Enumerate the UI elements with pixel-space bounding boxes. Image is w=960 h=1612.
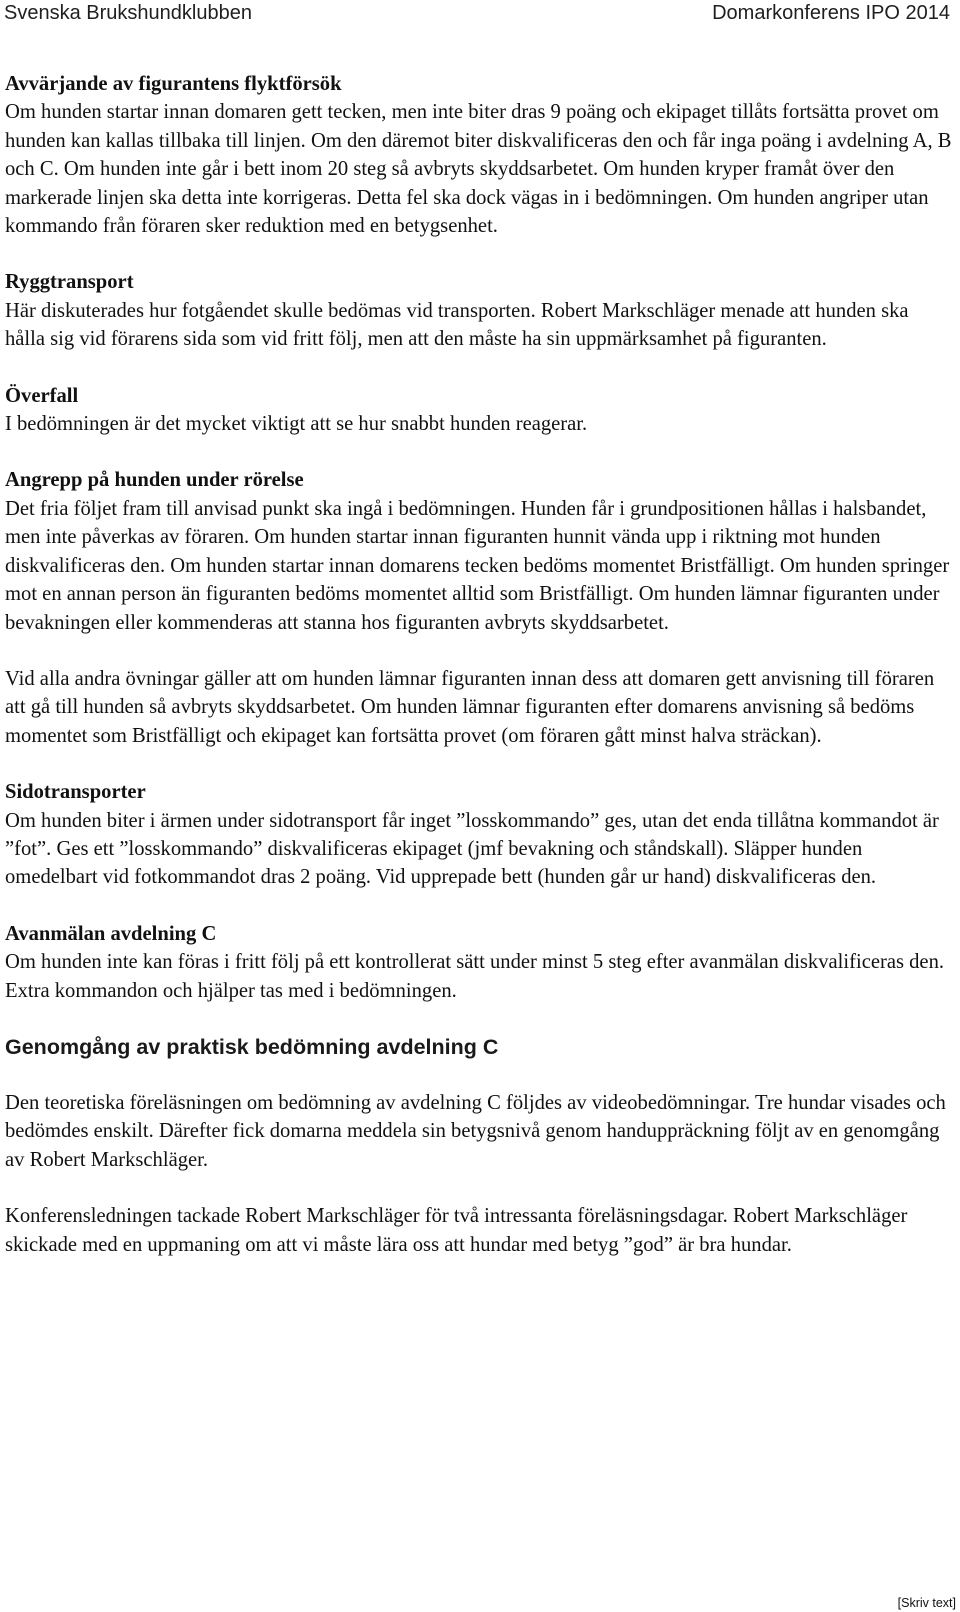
section-flyktforsok bbox=[5, 70, 953, 240]
page-header bbox=[0, 0, 960, 40]
section-paragraph: Om hunden startar innan domaren gett tecken, men inte biter dras 9 poäng och ekipaget tillåts fortsätta provet om hunden kan kallas tillbaka till linjen. Om den däremot biter diskvalificeras den och får inga poäng i avdelning A, B och C. Om hunden inte går i bett inom 20 steg så avbryts skyddsarbetet. Om hunden kryper framåt över den markerade linjen ska detta inte korrigeras. Detta fel ska dock vägas in i bedömningen. Om hunden angriper utan kommando från föraren sker reduktion med en betygsenhet. bbox=[5, 101, 952, 238]
section-paragraph: Den teoretiska föreläsningen om bedömning av avdelning C följdes av videobedömningar. Tre hundar visades och bedömdes enskilt. Därefter fick domarna meddela sin betygsnivå genom handuppräckning följt av en genomgång av Robert Markschläger. bbox=[5, 1091, 946, 1171]
section-sidotransporter bbox=[5, 778, 953, 892]
section-paragraph: Om hunden inte kan föras i fritt följ på ett kontrollerat sätt under minst 5 steg efter avanmälan diskvalificeras den. Extra kommandon och hjälper tas med i bedömningen. bbox=[5, 951, 945, 1002]
main-section-paragraph-1 bbox=[5, 1089, 953, 1174]
section-heading: Ryggtransport bbox=[5, 271, 134, 294]
main-section-title: Genomgång av praktisk bedömning avdelning C bbox=[5, 1034, 499, 1059]
header-organization: Svenska Brukshundklubben bbox=[4, 2, 252, 24]
section-paragraph: Här diskuterades hur fotgåendet skulle bedömas vid transporten. Robert Markschläger menade att hunden ska hålla sig vid förarens sida som vid fritt följ, men att den måste ha sin uppmärksamhet på figuranten. bbox=[5, 299, 909, 351]
header-event-title: Domarkonferens IPO 2014 bbox=[712, 2, 950, 24]
document-body bbox=[5, 70, 953, 1287]
footer-placeholder[interactable]: [Skriv text] bbox=[897, 1596, 956, 1610]
section-heading: Sidotransporter bbox=[5, 781, 146, 804]
section-paragraph: Konferensledningen tackade Robert Markschläger för två intressanta föreläsningsdagar. Robert Markschläger skickade med en uppmaning om att vi måste lära oss att hundar med betyg ”god” är bra hundar. bbox=[5, 1205, 908, 1256]
main-section-paragraph-2 bbox=[5, 1202, 953, 1259]
section-heading: Överfall bbox=[5, 384, 79, 407]
section-ovriga-ovningar bbox=[5, 665, 953, 750]
section-avanmalan bbox=[5, 920, 953, 1005]
section-paragraph: Det fria följet fram till anvisad punkt ska ingå i bedömningen. Hunden får i grundpositionen hållas i halsbandet, men inte påverkas av föraren. Om hunden startar innan figuranten hunnit vända upp i riktning mot hunden diskvalificeras den. Om hunden startar innan domarens tecken bedöms momentet Bristfälligt. Om hunden springer mot en annan person än figuranten bedöms momentet alltid som Bristfälligt. Om hunden lämnar figuranten under bevakningen eller kommenderas att stanna hos figuranten avbryts skyddsarbetet. bbox=[5, 497, 950, 634]
section-overfall bbox=[5, 382, 953, 439]
section-paragraph: Om hunden biter i ärmen under sidotransport får inget ”losskommando” ges, utan det enda tillåtna kommandot är ”fot”. Ges ett ”losskommando” diskvalificeras ekipaget (jmf bevakning och ståndskall). Släpper hunden omedelbart vid fotkommandot dras 2 poäng. Vid upprepade bett (hunden går ur hand) diskvalificeras den. bbox=[5, 809, 939, 889]
section-heading: Avvärjande av figurantens flyktförsök bbox=[5, 73, 342, 95]
section-heading: Angrepp på hunden under rörelse bbox=[5, 469, 304, 492]
section-heading: Avanmälan avdelning C bbox=[5, 922, 217, 945]
section-angrepp bbox=[5, 466, 953, 636]
section-paragraph: Vid alla andra övningar gäller att om hunden lämnar figuranten innan dess att domaren gett anvisning till föraren att gå till hunden så avbryts skyddsarbetet. Om hunden lämnar figuranten efter domarens anvisning så bedöms momentet som Bristfälligt och ekipaget kan fortsätta provet (om föraren gått minst halva sträckan). bbox=[5, 667, 935, 747]
section-ryggtransport bbox=[5, 268, 953, 353]
section-paragraph: I bedömningen är det mycket viktigt att se hur snabbt hunden reagerar. bbox=[5, 413, 588, 436]
